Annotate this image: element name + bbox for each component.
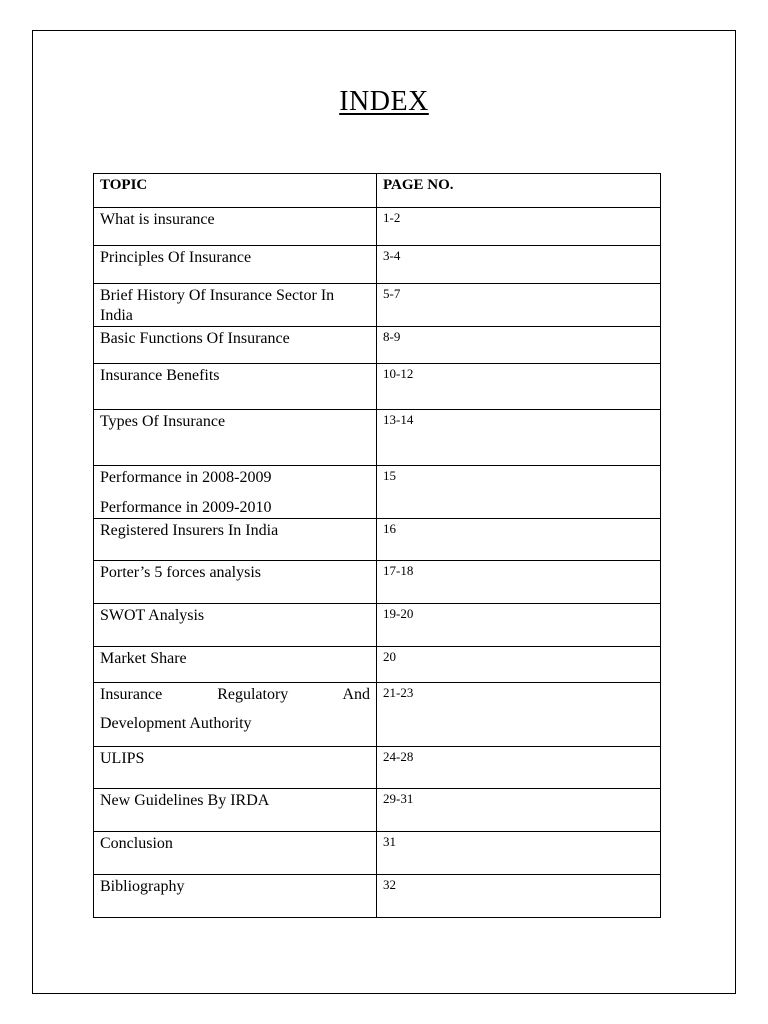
page-cell: 24-28 xyxy=(377,747,661,789)
topic-cell: Registered Insurers In India xyxy=(94,519,377,561)
page-cell: 32 xyxy=(377,875,661,918)
topic-cell xyxy=(94,683,377,747)
page-cell: 13-14 xyxy=(377,410,661,466)
table-row xyxy=(94,246,661,284)
table-row xyxy=(94,683,661,747)
page-cell: 5-7 xyxy=(377,284,661,327)
page-title: INDEX xyxy=(339,86,429,117)
topic-cell: ULIPS xyxy=(94,747,377,789)
table-row xyxy=(94,832,661,875)
page-column-header: PAGE NO. xyxy=(377,174,661,208)
table-row xyxy=(94,561,661,604)
table-row xyxy=(94,284,661,327)
topic-line: Performance in 2008-2009 xyxy=(100,469,272,486)
table-header-row xyxy=(94,174,661,208)
page-cell: 20 xyxy=(377,647,661,683)
page-cell: 29-31 xyxy=(377,789,661,832)
topic-cell: Bibliography xyxy=(94,875,377,918)
table-row xyxy=(94,604,661,647)
topic-line: Development Authority xyxy=(100,715,252,732)
page-cell: 1-2 xyxy=(377,208,661,246)
table-row xyxy=(94,466,661,519)
page-cell: 31 xyxy=(377,832,661,875)
topic-cell: New Guidelines By IRDA xyxy=(94,789,377,832)
table-row xyxy=(94,364,661,410)
topic-cell xyxy=(94,466,377,519)
table-row xyxy=(94,519,661,561)
page-cell: 10-12 xyxy=(377,364,661,410)
topic-cell: Porter’s 5 forces analysis xyxy=(94,561,377,604)
table-row xyxy=(94,789,661,832)
page-cell: 17-18 xyxy=(377,561,661,604)
topic-cell: Brief History Of Insurance Sector In India xyxy=(94,284,377,327)
table-row xyxy=(94,410,661,466)
page-cell: 19-20 xyxy=(377,604,661,647)
topic-line: Insurance Regulatory And xyxy=(100,686,370,703)
topic-cell: Types Of Insurance xyxy=(94,410,377,466)
topic-cell: SWOT Analysis xyxy=(94,604,377,647)
page-cell: 15 xyxy=(377,466,661,519)
table-row xyxy=(94,747,661,789)
table-row xyxy=(94,208,661,246)
topic-cell: What is insurance xyxy=(94,208,377,246)
topic-cell: Insurance Benefits xyxy=(94,364,377,410)
topic-cell: Basic Functions Of Insurance xyxy=(94,327,377,364)
topic-line: Performance in 2009-2010 xyxy=(100,499,272,516)
topic-cell: Market Share xyxy=(94,647,377,683)
topic-column-header: TOPIC xyxy=(94,174,377,208)
table-row xyxy=(94,875,661,918)
topic-cell: Principles Of Insurance xyxy=(94,246,377,284)
page-cell: 16 xyxy=(377,519,661,561)
topic-cell: Conclusion xyxy=(94,832,377,875)
table-row xyxy=(94,647,661,683)
page-cell: 8-9 xyxy=(377,327,661,364)
page-cell: 21-23 xyxy=(377,683,661,747)
page-cell: 3-4 xyxy=(377,246,661,284)
index-table xyxy=(93,173,661,918)
table-row xyxy=(94,327,661,364)
